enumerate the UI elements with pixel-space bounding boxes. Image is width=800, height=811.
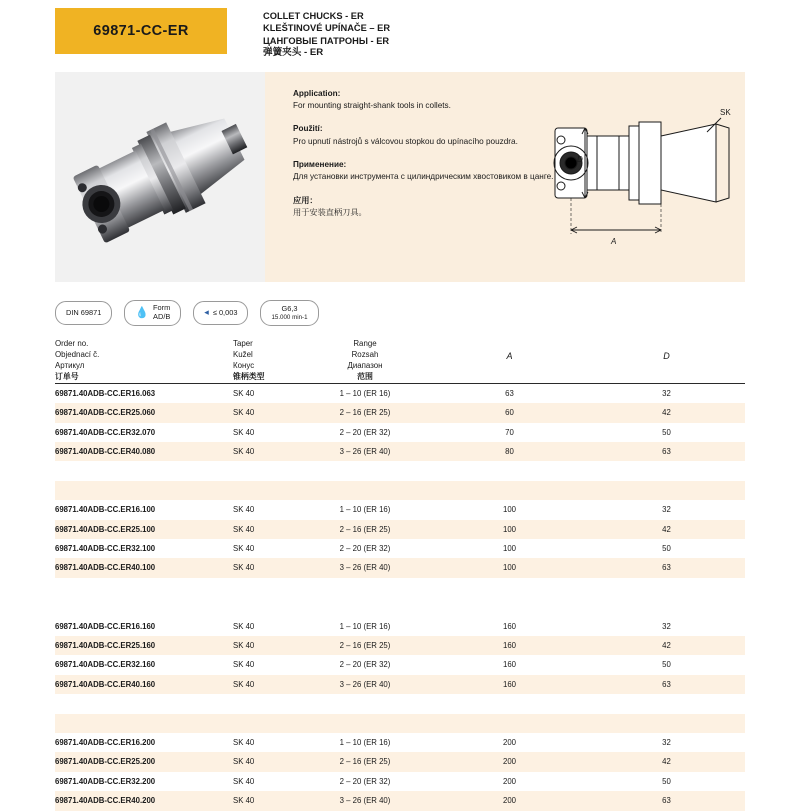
title-zh: 弹簧夹头 - ER [263,47,324,59]
header-taper-cs: Kužel [233,350,253,360]
table-row [55,403,745,422]
cell-a: 160 [431,636,588,655]
cell-a: 200 [502,776,516,786]
cell-d: 63 [588,675,745,694]
table-spacer-row [55,461,745,480]
header-taper-zh: 锥柄类型 [233,372,265,382]
cell-taper: SK 40 [233,791,299,810]
cell-d: 50 [662,660,671,670]
table-spacer-cell [55,597,745,616]
title-en: COLLET CHUCKS - ER [263,11,364,21]
cell-taper: SK 40 [233,388,255,398]
cell-taper: SK 40 [233,403,299,422]
cell-a: 100 [502,505,516,515]
header-order-en: Order no. [55,338,89,348]
header-range-zh: 范围 [357,372,373,382]
table-row [55,675,745,694]
cell-taper: SK 40 [233,752,299,771]
cell-taper: SK 40 [233,675,299,694]
application-label-ru: Применение: [293,160,347,170]
cell-range: 1 – 10 (ER 16) [339,388,391,398]
tolerance-badge [193,301,248,325]
balance-badge-line2: 15.000 min-1 [271,313,308,321]
cell-order: 69871.40ADB-CC.ER25.060 [55,403,233,422]
cell-taper: SK 40 [233,520,299,539]
cell-d: 42 [588,403,745,422]
triangle-icon: ◂ [204,307,209,318]
header-a: A [431,338,588,383]
cell-order: 69871.40ADB-CC.ER16.100 [55,505,156,515]
application-label-en: Application: [293,88,341,98]
cell-order: 69871.40ADB-CC.ER40.080 [55,442,233,461]
water-drop-icon: 💧 [135,306,150,319]
title-block [263,8,390,60]
table-row [55,655,745,674]
cell-a: 70 [505,427,514,437]
cell-taper: SK 40 [233,442,299,461]
cell-a: 200 [502,737,516,747]
header-order [55,338,233,383]
drawing-svg [511,84,741,274]
cell-a: 160 [502,660,516,670]
cell-a: 60 [431,403,588,422]
cell-order: 69871.40ADB-CC.ER40.160 [55,675,233,694]
cell-taper: SK 40 [233,776,255,786]
cell-order: 69871.40ADB-CC.ER40.100 [55,558,233,577]
header-d: D [588,338,745,383]
cell-taper: SK 40 [233,621,255,631]
cell-a: 100 [431,520,588,539]
table-row [55,772,745,791]
balance-badge [260,300,318,326]
cell-range: 3 – 26 (ER 40) [299,791,431,810]
cell-range: 2 – 16 (ER 25) [299,752,431,771]
form-badge [124,300,181,326]
application-label-cs: Použití: [293,124,323,134]
table-row [55,791,745,810]
form-badge-line2: AD/B [153,311,171,321]
cell-d: 63 [588,791,745,810]
header-order-zh: 订单号 [55,372,79,382]
table-spacer-row [55,578,745,597]
application-text [265,72,745,282]
table-row [55,423,745,442]
cell-taper: SK 40 [233,636,299,655]
cell-range: 2 – 20 (ER 32) [339,427,391,437]
table-row [55,617,745,636]
form-badge-line1: Form [153,303,171,313]
cell-order: 69871.40ADB-CC.ER25.100 [55,520,233,539]
drawing-label-a: A [611,236,617,246]
cell-range: 2 – 20 (ER 32) [339,776,391,786]
cell-d: 32 [662,388,671,398]
cell-a: 160 [502,621,516,631]
title-ru: ЦАНГОВЫЕ ПАТРОНЫ - ER [263,35,390,46]
table-spacer-row [55,694,745,713]
drawing-label-sk: SK [720,107,731,117]
cell-range: 2 – 16 (ER 25) [299,636,431,655]
table-spacer-cell [55,461,745,480]
tolerance-badge-label: ≤ 0,003 [212,308,238,318]
header-range [299,338,431,383]
standards-badges [55,300,800,326]
product-photo [55,72,265,282]
header-range-en: Range [353,338,377,348]
table-row [55,539,745,558]
cell-a: 100 [431,558,588,577]
header-taper [233,338,299,383]
application-text-ru: Для установки инструмента с цилиндрическим хвостовиком в цанге. [293,172,554,182]
cell-a: 80 [431,442,588,461]
din-badge-label: DIN 69871 [66,308,102,318]
cell-order: 69871.40ADB-CC.ER32.100 [55,543,156,553]
cell-range: 1 – 10 (ER 16) [339,505,391,515]
header-range-cs: Rozsah [351,350,379,360]
table-spacer-cell [55,481,745,500]
cell-d: 42 [588,752,745,771]
table-row [55,558,745,577]
table-row [55,442,745,461]
drawing-label-d: D [577,154,583,164]
application-text-en: For mounting straight-shank tools in collets. [293,101,451,111]
header-range-ru: Диапазон [347,361,383,371]
tool-holder-photo [69,100,255,260]
cell-range: 2 – 20 (ER 32) [339,543,391,553]
cell-taper: SK 40 [233,543,255,553]
table-row [55,383,745,403]
cell-taper: SK 40 [233,737,255,747]
cell-order: 69871.40ADB-CC.ER40.200 [55,791,233,810]
cell-range: 1 – 10 (ER 16) [339,621,391,631]
table-body [55,383,745,810]
specifications-table [55,338,745,811]
cell-order: 69871.40ADB-CC.ER32.070 [55,427,156,437]
cell-d: 42 [588,520,745,539]
title-cs: KLEŠTINOVÉ UPÍNAČE – ER [263,23,391,34]
cell-d: 50 [662,776,671,786]
cell-a: 100 [502,543,516,553]
table-spacer-cell [55,694,745,713]
cell-d: 32 [662,621,671,631]
header-taper-ru: Конус [233,361,255,371]
product-band [55,72,745,282]
table-spacer-cell [55,578,745,597]
technical-drawing [511,84,741,274]
table-spacer-row [55,481,745,500]
cell-order: 69871.40ADB-CC.ER16.063 [55,388,156,398]
table-spacer-row [55,597,745,616]
cell-d: 32 [662,505,671,515]
header-order-ru: Артикул [55,361,85,371]
cell-taper: SK 40 [233,427,255,437]
cell-order: 69871.40ADB-CC.ER32.200 [55,776,156,786]
header-taper-en: Taper [233,338,253,348]
cell-order: 69871.40ADB-CC.ER32.160 [55,660,156,670]
table-row [55,500,745,519]
cell-d: 63 [588,442,745,461]
table-row [55,752,745,771]
application-text-zh: 用于安装直柄刀具。 [293,207,367,217]
cell-taper: SK 40 [233,558,299,577]
product-code: 69871-CC-ER [93,23,189,39]
product-code-box [55,8,227,54]
cell-a: 200 [431,752,588,771]
cell-order: 69871.40ADB-CC.ER25.200 [55,752,233,771]
table-row [55,520,745,539]
table-spacer-cell [55,714,745,733]
cell-range: 2 – 16 (ER 25) [299,520,431,539]
cell-d: 63 [588,558,745,577]
cell-order: 69871.40ADB-CC.ER16.200 [55,737,156,747]
cell-range: 3 – 26 (ER 40) [299,442,431,461]
cell-range: 2 – 20 (ER 32) [339,660,391,670]
cell-taper: SK 40 [233,660,255,670]
cell-d: 50 [662,427,671,437]
cell-d: 42 [588,636,745,655]
application-label-zh: 应用： [293,195,318,205]
cell-range: 3 – 26 (ER 40) [299,675,431,694]
cell-d: 50 [662,543,671,553]
application-text-cs: Pro upnutí nástrojů s válcovou stopkou do upínacího pouzdra. [293,136,518,146]
cell-a: 63 [505,388,514,398]
header-order-cs: Objednací č. [55,350,100,360]
table-spacer-row [55,714,745,733]
table-row [55,733,745,752]
page-header [0,0,800,60]
balance-badge-line1: G6,3 [281,304,298,313]
table-row [55,636,745,655]
cell-taper: SK 40 [233,505,255,515]
cell-a: 200 [431,791,588,810]
cell-range: 2 – 16 (ER 25) [299,403,431,422]
cell-order: 69871.40ADB-CC.ER16.160 [55,621,156,631]
cell-range: 3 – 26 (ER 40) [299,558,431,577]
cell-a: 160 [431,675,588,694]
table-header-row [55,338,745,383]
din-badge [55,301,112,325]
cell-range: 1 – 10 (ER 16) [339,737,391,747]
cell-d: 32 [662,737,671,747]
cell-order: 69871.40ADB-CC.ER25.160 [55,636,233,655]
